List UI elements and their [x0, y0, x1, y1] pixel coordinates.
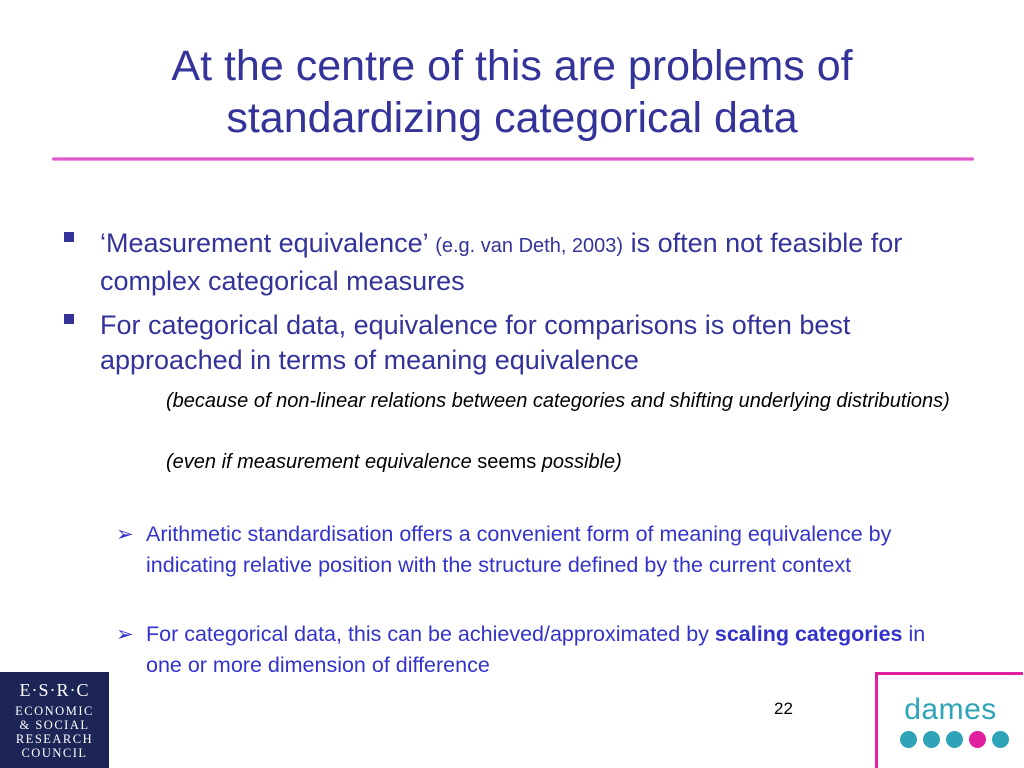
bullet-categorical-data	[64, 308, 944, 378]
bullet-text: For categorical data, equivalence for comparisons is often best approached in terms of meaning equivalence	[100, 310, 851, 375]
dot-icon	[900, 731, 917, 748]
dot-icon	[923, 731, 940, 748]
note-nonlinear: (because of non-linear relations between categories and shifting underlying distributions)	[166, 390, 950, 412]
arrow-bullet-icon: ➢	[116, 623, 134, 646]
sub-bullet-text-part: For categorical data, this can be achieved/approximated by	[146, 622, 715, 646]
note-part: possible)	[541, 451, 622, 473]
note-part: (even if measurement equivalence	[166, 451, 472, 473]
bullet-text-part: is often not feasible for complex categorical measures	[100, 228, 903, 296]
bullet-text	[100, 226, 944, 299]
esrc-logo-line: COUNCIL	[21, 746, 88, 760]
dot-icon	[946, 731, 963, 748]
citation: (e.g. van Deth, 2003)	[435, 235, 624, 257]
page-number: 22	[774, 699, 793, 718]
square-bullet-icon	[64, 314, 74, 324]
esrc-logo	[0, 672, 109, 768]
sub-bullet-text-part: in one or more dimension of difference	[146, 622, 926, 677]
esrc-logo-line: ECONOMIC	[15, 704, 94, 718]
sub-bullet-text: Arithmetic standardisation offers a convenient form of meaning equivalence by indicating relative position with the structure defined by the current context	[146, 522, 892, 577]
title-line-1: At the centre of this are problems of	[171, 42, 853, 90]
note-measurement	[166, 450, 952, 475]
dames-logo-dots	[900, 731, 1010, 749]
title-divider	[52, 157, 974, 161]
arrow-bullet-icon: ➢	[116, 523, 134, 546]
dames-logo	[875, 672, 1023, 768]
title-line-2: standardizing categorical data	[226, 94, 798, 142]
bullet-measurement-equivalence	[64, 226, 944, 299]
sub-bullet-scaling	[116, 619, 946, 681]
dames-logo-word: dames	[904, 693, 997, 726]
slide-title	[60, 40, 964, 144]
note-part: seems	[471, 451, 542, 473]
sub-bullet-text	[146, 619, 946, 681]
dot-icon	[969, 731, 986, 748]
esrc-logo-line: & SOCIAL	[19, 718, 90, 732]
emphasis: scaling categories	[714, 622, 903, 646]
sub-bullet-arithmetic	[116, 519, 946, 581]
square-bullet-icon	[64, 232, 74, 242]
esrc-logo-initials: E·S·R·C	[19, 680, 90, 700]
esrc-logo-line: RESEARCH	[15, 732, 94, 746]
bullet-text-part: ‘Measurement equivalence’	[100, 228, 436, 258]
dot-icon	[992, 731, 1009, 748]
